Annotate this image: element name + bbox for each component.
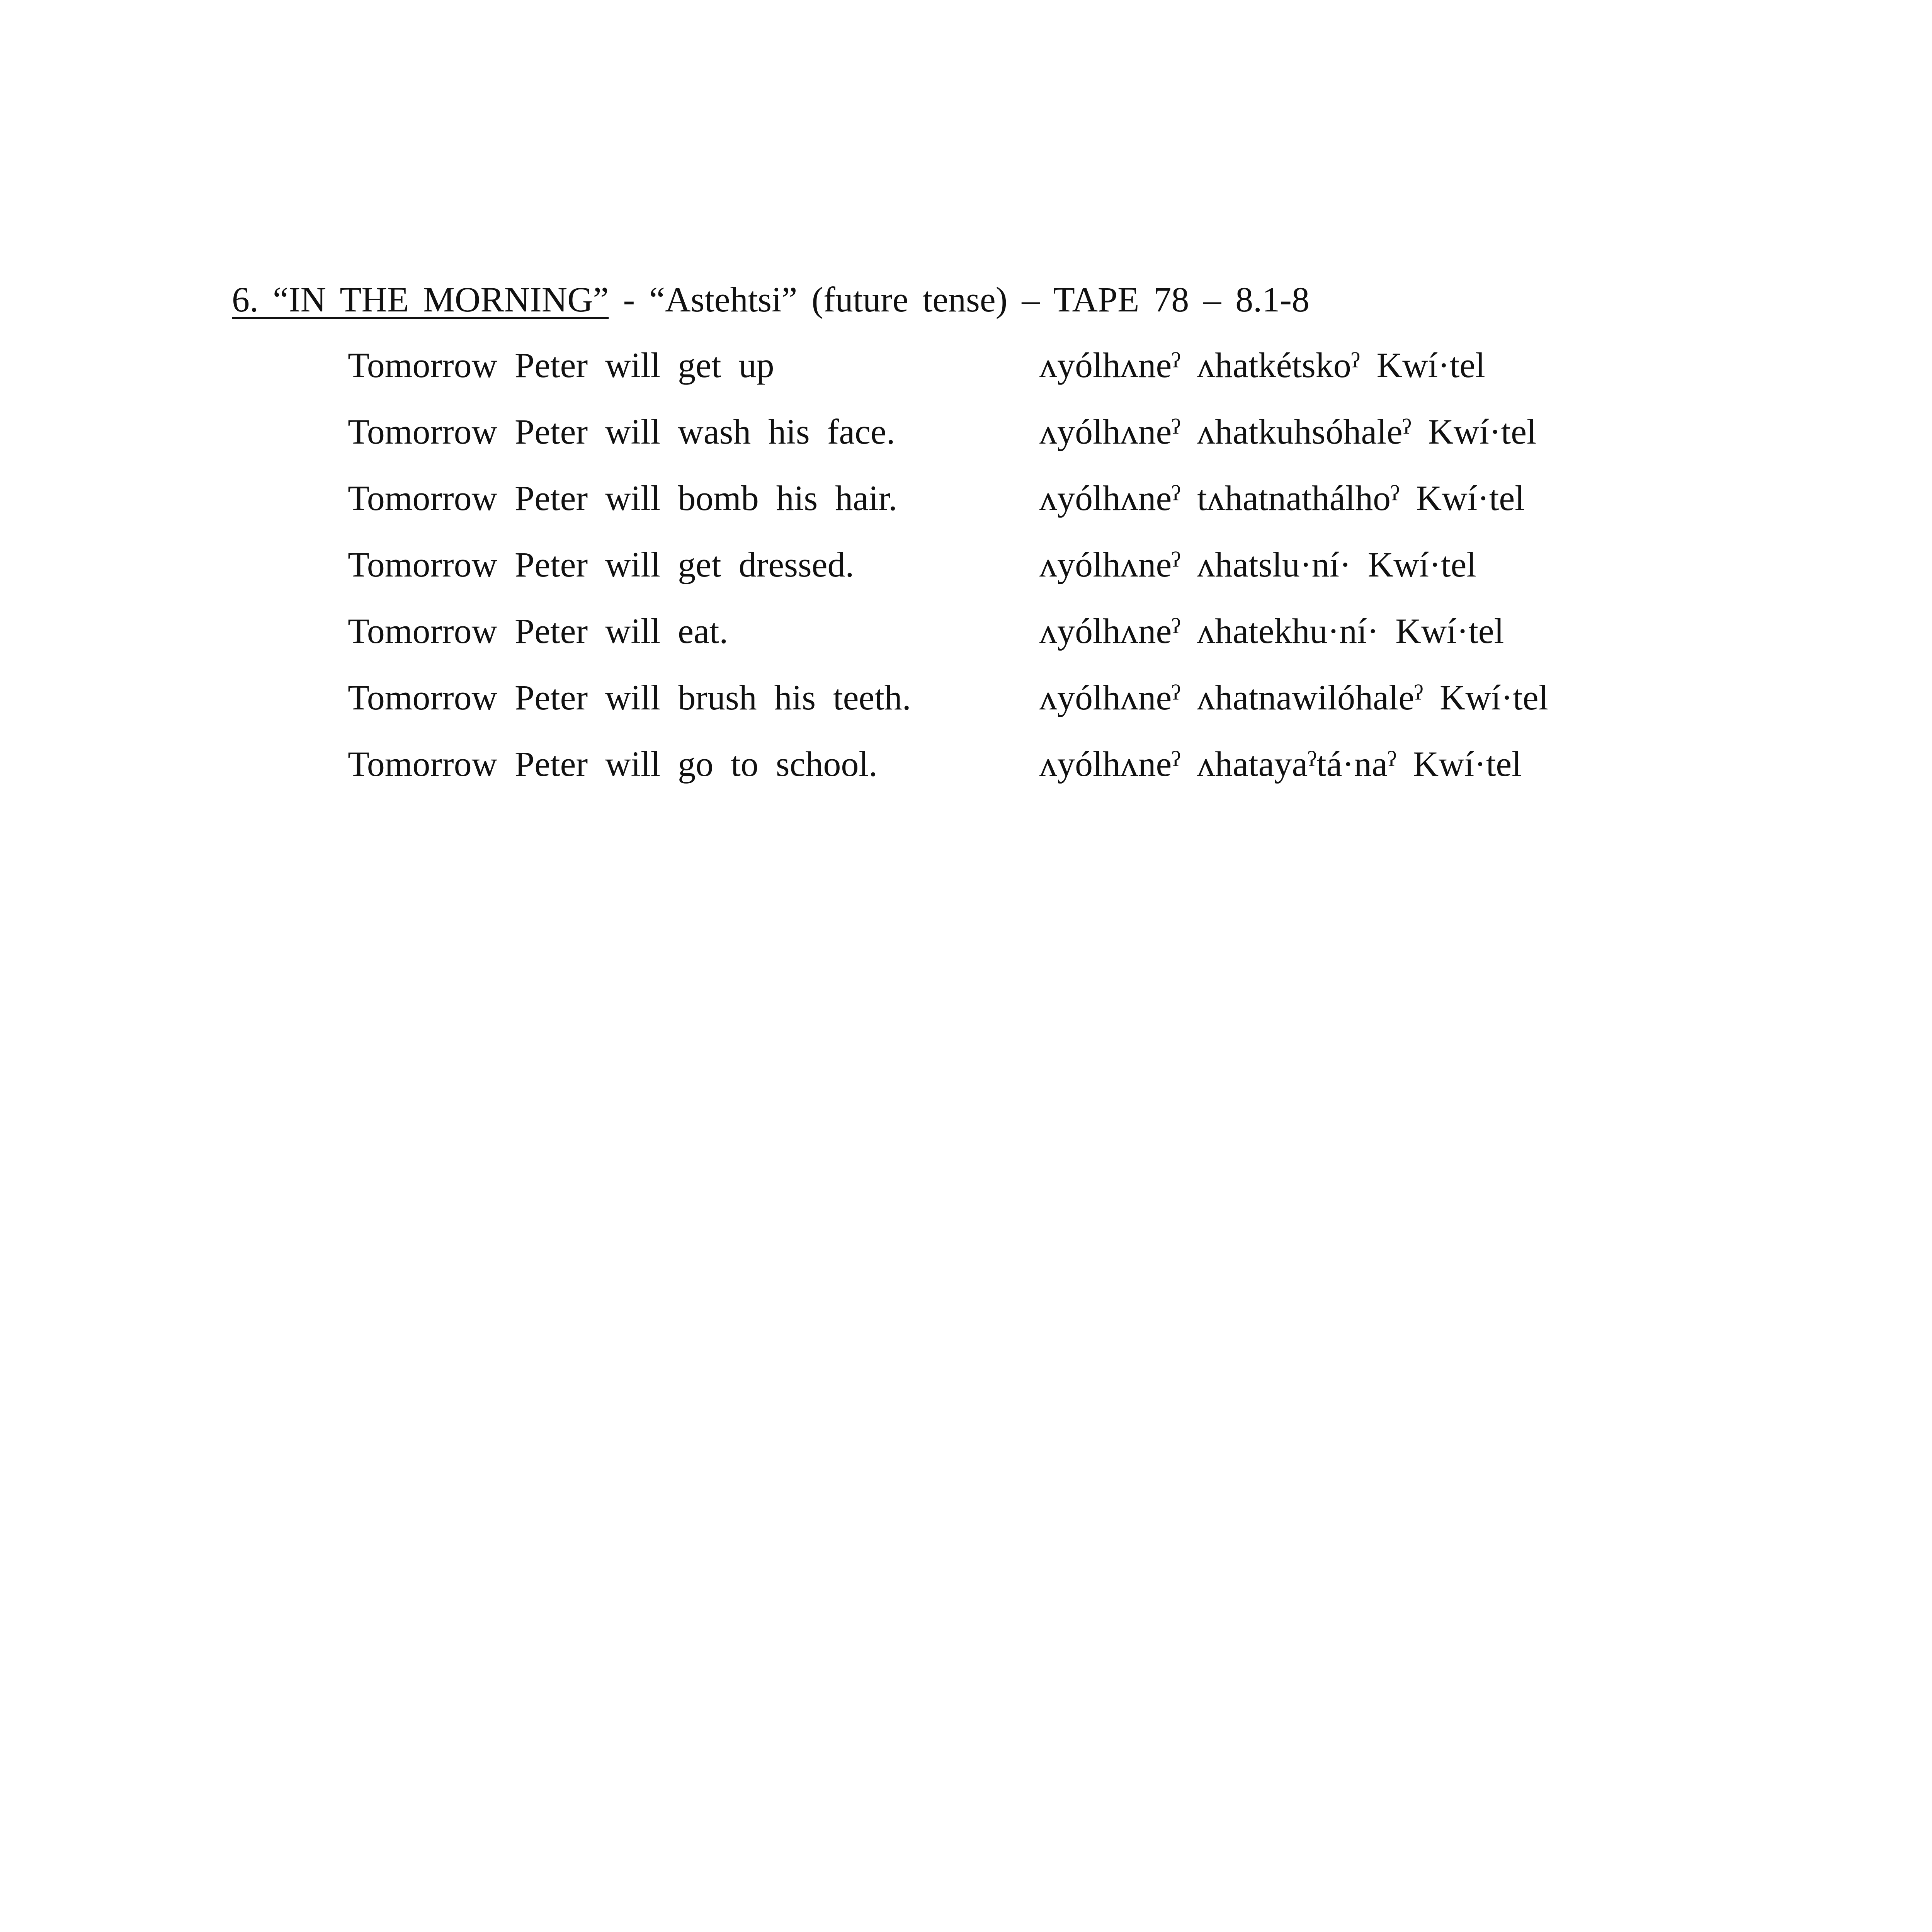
translation-row [348,739,1662,805]
oneida-sentence: ʌyólhʌneˀ ʌhatayaˀtá·naˀ Kwí·tel [1039,744,1522,784]
oneida-sentence: ʌyólhʌneˀ ʌhatslu·ní· Kwí·tel [1039,545,1476,584]
english-sentence: Tomorrow Peter will brush his teeth. [348,678,911,717]
section-heading [232,274,1310,325]
oneida-sentence: ʌyólhʌneˀ ʌhatkétskoˀ Kwí·tel [1039,345,1485,385]
oneida-sentence: ʌyólhʌneˀ ʌhatkuhsóhaleˀ Kwí·tel [1039,412,1537,451]
english-sentence: Tomorrow Peter will wash his face. [348,412,895,451]
english-sentence: Tomorrow Peter will get dressed. [348,545,854,584]
english-sentence: Tomorrow Peter will eat. [348,611,728,651]
oneida-sentence: ʌyólhʌneˀ ʌhatnawilóhaleˀ Kwí·tel [1039,678,1549,717]
translation-row [348,406,1662,473]
section-subtitle: - “Astehtsi” (future tense) – TAPE 78 – 8.1-8 [609,280,1310,319]
oneida-sentence: ʌyólhʌneˀ tʌhatnathálhoˀ Kwí·tel [1039,478,1525,518]
section-title: 6. “IN THE MORNING” [232,280,609,319]
english-sentence: Tomorrow Peter will get up [348,345,774,385]
english-sentence: Tomorrow Peter will bomb his hair. [348,478,898,518]
translation-row [348,672,1662,739]
translation-row [348,473,1662,539]
translation-row [348,539,1662,606]
oneida-sentence: ʌyólhʌneˀ ʌhatekhu·ní· Kwí·tel [1039,611,1504,651]
translation-row [348,340,1662,406]
translation-list [348,340,1662,805]
translation-row [348,606,1662,672]
english-sentence: Tomorrow Peter will go to school. [348,744,878,784]
